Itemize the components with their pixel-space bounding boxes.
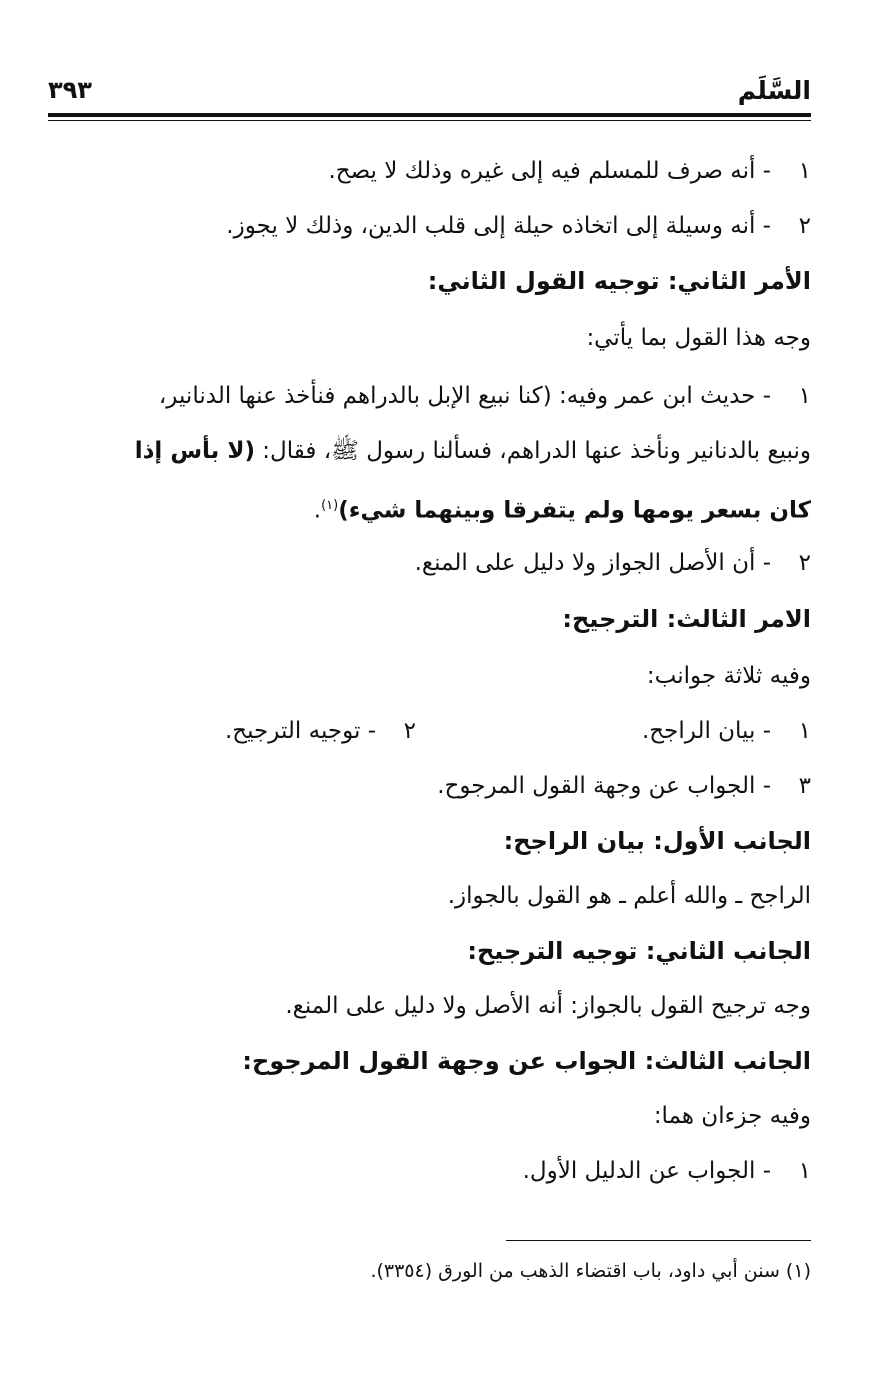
section-heading: الجانب الثالث: الجواب عن وجهة القول المرجوح: [242, 1047, 811, 1075]
paragraph: وجه ترجيح القول بالجواز: أنه الأصل ولا دليل على المنع. [285, 993, 811, 1019]
paragraph: وفيه جزءان هما: [653, 1103, 811, 1129]
list-item [48, 770, 811, 802]
item-text: - أنه صرف للمسلم فيه إلى غيره وذلك لا يصح. [328, 158, 771, 184]
list-item-col2 [225, 715, 416, 747]
page-header [48, 76, 811, 106]
item-text: - الجواب عن وجهة القول المرجوح. [437, 773, 771, 799]
list-item [48, 210, 811, 242]
list-row [48, 715, 811, 747]
item-number: ٣ [798, 773, 811, 799]
period: . [313, 497, 322, 524]
list-item [48, 380, 811, 412]
footnote-divider [506, 1240, 811, 1241]
item-number: ٢ [798, 550, 811, 576]
hadith-quote: كان بسعر يومها ولم يتفرقا وبينهما شيء) [338, 497, 811, 524]
paragraph: الراجح ـ والله أعلم ـ هو القول بالجواز. [447, 883, 811, 909]
item-text: - أن الأصل الجواز ولا دليل على المنع. [414, 550, 771, 576]
section-heading: الجانب الأول: بيان الراجح: [503, 827, 811, 855]
page-number: ٣٩٣ [48, 76, 92, 104]
header-rule-thick [48, 113, 811, 117]
paragraph-continuation [48, 435, 811, 467]
list-item [48, 547, 811, 579]
header-rule-thin [48, 120, 811, 121]
chapter-title: السَّلَم [737, 76, 811, 105]
section-heading: الجانب الثاني: توجيه الترجيح: [467, 937, 811, 965]
footnote-ref: (١) [321, 498, 339, 513]
item-number: ١ [798, 1158, 811, 1184]
item-text: - حديث ابن عمر وفيه: (كنا نبيع الإبل بالدراهم فنأخذ عنها الدنانير، [158, 383, 771, 409]
paragraph: وجه هذا القول بما يأتي: [586, 325, 811, 351]
footnote: (١) سنن أبي داود، باب اقتضاء الذهب من الورق (٣٣٥٤). [370, 1260, 811, 1282]
paragraph: وفيه ثلاثة جوانب: [646, 663, 811, 689]
section-heading: الامر الثالث: الترجيح: [562, 605, 811, 633]
list-item [48, 1155, 811, 1187]
item-number: ١ [798, 718, 811, 744]
item-number: ٢ [403, 718, 416, 744]
item-text: - بيان الراجح. [641, 718, 771, 744]
item-number: ١ [798, 158, 811, 184]
section-heading: الأمر الثاني: توجيه القول الثاني: [427, 267, 811, 295]
item-text: - الجواب عن الدليل الأول. [522, 1158, 771, 1184]
paragraph-continuation [48, 490, 811, 527]
item-number: ١ [798, 383, 811, 409]
item-text: - أنه وسيلة إلى اتخاذه حيلة إلى قلب الدين، وذلك لا يجوز. [226, 213, 771, 239]
item-number: ٢ [798, 213, 811, 239]
item-text: - توجيه الترجيح. [224, 718, 376, 744]
list-item [48, 155, 811, 187]
hadith-quote: (لا بأس إذا [134, 438, 255, 464]
hadith-text: ونبيع بالدنانير ونأخذ عنها الدراهم، فسألنا رسول ﷺ، فقال: [262, 438, 811, 464]
